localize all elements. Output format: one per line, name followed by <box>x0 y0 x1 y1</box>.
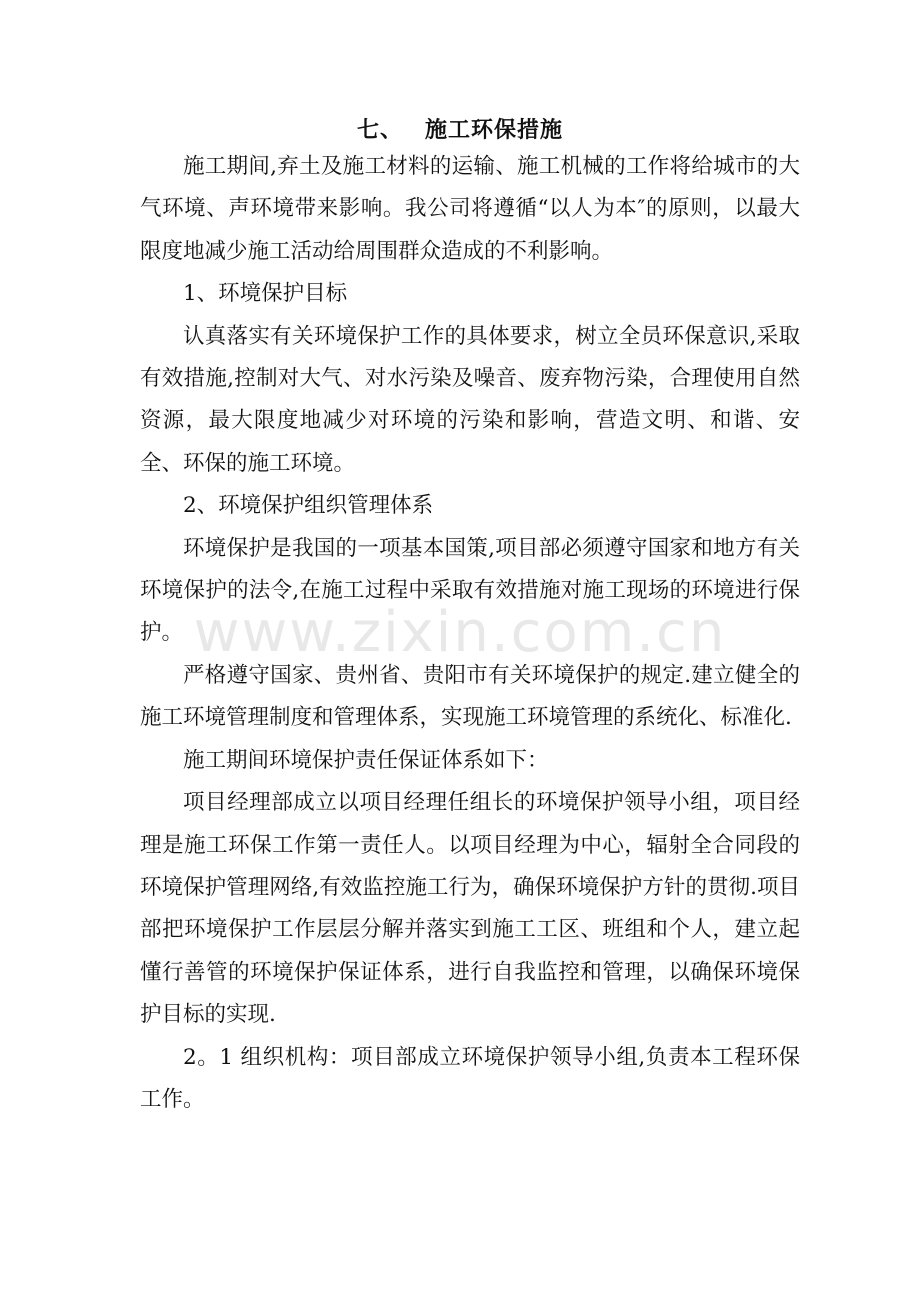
watermark: www.zixin.com.cn <box>193 600 727 665</box>
section-heading-number: 七、 <box>356 117 403 143</box>
body-text <box>140 146 800 1121</box>
intro-paragraph: 施工期间,弃土及施工材料的运输、施工机械的工作将给城市的大气环境、声环境带来影响。我公司将遵循“以人为本″的原则，以最大限度地减少施工活动给周围群众造成的不利影响。 <box>140 154 800 264</box>
policy-paragraph: 环境保护是我国的一项基本国策,项目部必须遵守国家和地方有关环境保护的法令,在施工过程中采取有效措施对施工现场的环境进行保护。 <box>140 535 800 646</box>
section-heading-text: 施工环保措施 <box>425 117 564 143</box>
regulation-paragraph: 严格遵守国家、贵州省、贵阳市有关环境保护的规定.建立健全的施工环境管理制度和管理体系，实现施工环境管理的系统化、标准化. <box>140 662 800 731</box>
goal-paragraph: 认真落实有关环境保护工作的具体要求，树立全员环保意识,采取有效措施,控制对大气、对水污染及噪音、废弃物污染，合理使用自然资源，最大限度地减少对环境的污染和影响，营造文明、和谐、安全、环保的施工环境。 <box>140 323 800 476</box>
organization-paragraph: 2。1 组织机构：项目部成立环境保护领导小组,负责本工程环保工作。 <box>140 1044 800 1112</box>
responsibility-intro: 施工期间环境保护责任保证体系如下： <box>183 747 549 773</box>
section-heading <box>0 113 920 144</box>
subheading-management-system: 2、环境保护组织管理体系 <box>183 493 434 519</box>
subheading-environment-goal: 1、环境保护目标 <box>183 281 348 307</box>
responsibility-paragraph: 项目经理部成立以项目经理任组长的环境保护领导小组，项目经理是施工环保工作第一责任人。以项目经理为中心，辐射全合同段的环境保护管理网络,有效监控施工行为，确保环境保护方针的贯彻.项目部把环境保护工作层层分解并落实到施工工区、班组和个人，建立起懂行善管的环境保护保证体系，进行自我监控和管理，以确保环境保护目标的实现. <box>140 790 800 1028</box>
